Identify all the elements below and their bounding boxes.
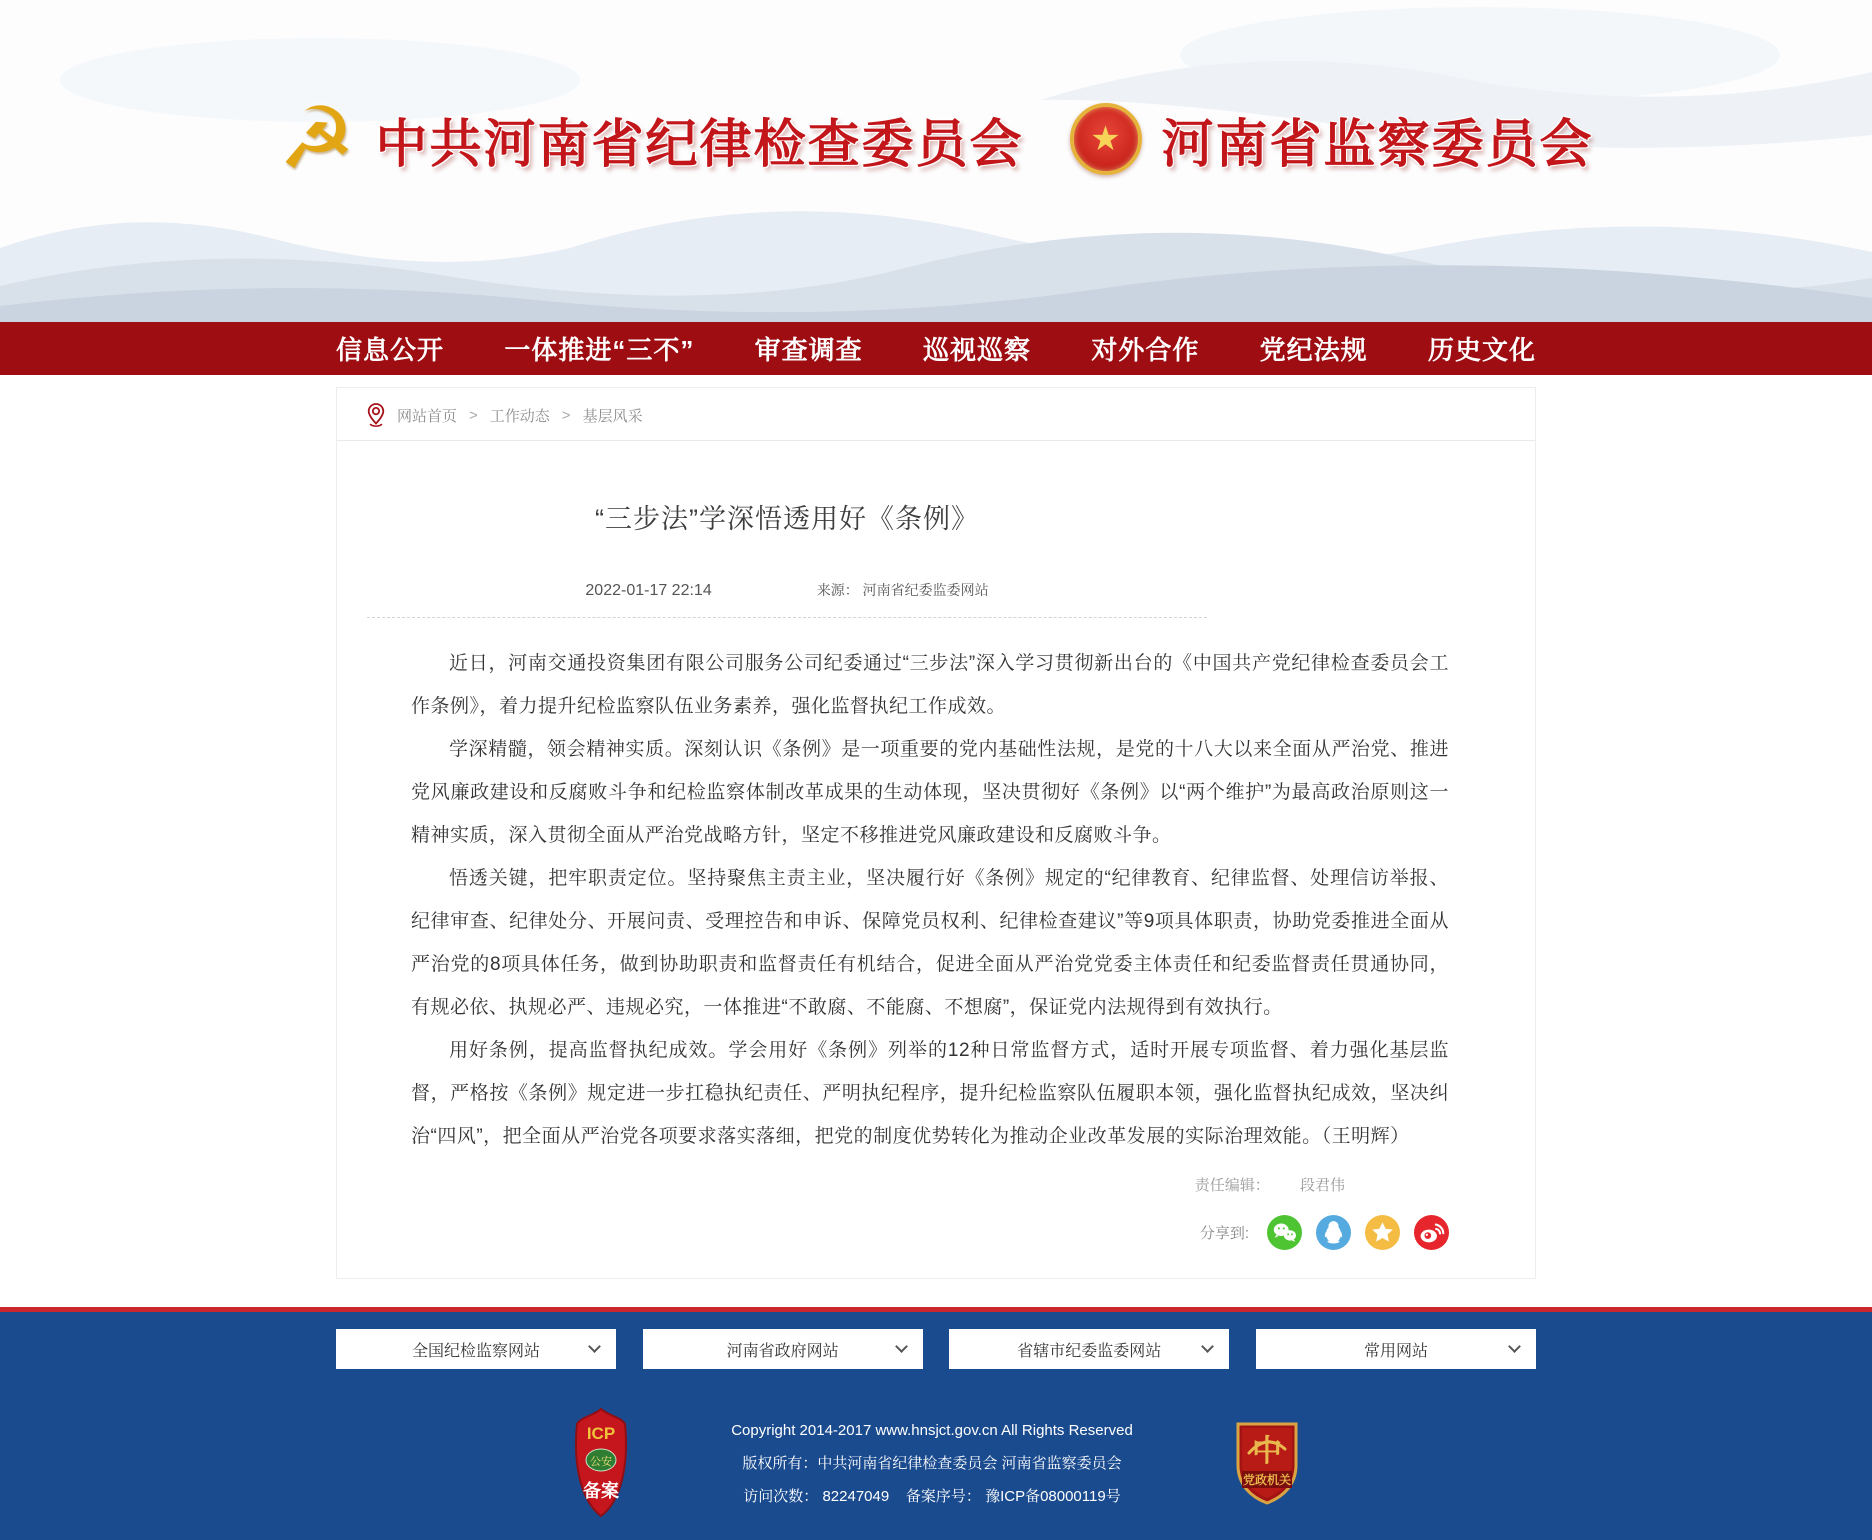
main-nav-bar	[0, 322, 1872, 375]
share-label: 分享到:	[1199, 1225, 1249, 1242]
breadcrumb-separator: >	[561, 406, 571, 424]
article-meta-row	[367, 580, 1207, 618]
weibo-share-icon[interactable]	[1414, 1215, 1449, 1250]
svg-text:中: 中	[1251, 1435, 1282, 1468]
party-gov-org-badge-icon[interactable]	[1233, 1419, 1301, 1507]
icp-badge-bottom-text: 备案	[583, 1481, 620, 1501]
chevron-down-icon	[588, 1340, 601, 1353]
article-body	[337, 618, 1535, 1158]
nav-item-external-cooperation[interactable]: 对外合作	[1091, 335, 1200, 365]
icp-filing-badge-icon[interactable]	[571, 1407, 631, 1519]
select-common-sites[interactable]	[1256, 1329, 1536, 1369]
main-nav	[336, 322, 1536, 375]
share-row	[337, 1215, 1535, 1250]
select-label: 常用网站	[1363, 1342, 1428, 1360]
nav-item-review-investigation[interactable]: 审查调查	[754, 335, 863, 365]
footer-bottom-row	[0, 1407, 1872, 1519]
icp-badge-mid-text: 公安	[590, 1456, 613, 1468]
visits-label: 访问次数：	[743, 1487, 819, 1505]
article-paragraph: 用好条例，提高监督执纪成效。学会用好《条例》列举的12种日常监督方式，适时开展专项监督、着力强化基层监督，严格按《条例》规定进一步扛稳执纪责任、严明执纪程序，提升纪检监察队伍履职本领，强化监督执纪成效，坚决纠治“四风”，把全面从严治党各项要求落实落细，把党的制度优势转化为推动企业改革发展的实际治理效能。（王明辉）	[411, 1040, 1449, 1147]
visits-line	[731, 1480, 1133, 1513]
org-title-2: 河南省监察委员会	[1161, 115, 1594, 174]
rights-line: 版权所有：中共河南省纪律检查委员会 河南省监察委员会	[742, 1454, 1122, 1472]
party-emblem-icon: ☭	[278, 91, 356, 187]
chevron-down-icon	[1201, 1340, 1214, 1353]
article-source-label: 来源：	[816, 582, 859, 598]
site-header	[0, 0, 1872, 322]
record-label: 备案序号：	[905, 1487, 981, 1505]
editor-row	[337, 1174, 1535, 1195]
brand-discipline-commission	[278, 91, 1024, 187]
breadcrumb-current: 基层风采	[582, 407, 643, 425]
select-city-commission-sites[interactable]	[949, 1329, 1229, 1369]
nav-item-three-nos[interactable]: 一体推进“三不”	[504, 335, 695, 365]
article-source-name: 河南省纪委监委网站	[862, 582, 989, 598]
select-label: 全国纪检监察网站	[411, 1342, 540, 1360]
record-number: 豫ICP备08000119号	[985, 1487, 1121, 1505]
article-title: “三步法”学深悟透用好《条例》	[595, 504, 979, 534]
site-footer	[0, 1312, 1872, 1540]
breadcrumb-separator: >	[469, 406, 478, 424]
article-title-area	[367, 497, 1207, 618]
editor-name: 段君伟	[1299, 1177, 1345, 1194]
article-paragraph: 悟透关键，把牢职责定位。坚持聚焦主责主业，坚决履行好《条例》规定的“纪律教育、纪律监督、处理信访举报、纪律审查、纪律处分、开展问责、受理控告和申诉、保障党员权利、纪律检查建议”等9项具体职责，协助党委推进全面从严治党的8项具体任务，做到协助职责和监督责任有机结合，促进全面从严治党党委主体责任和纪委监督责任贯通协同，有规必依、执规必严、违规必究，一体推进“不敢腐、不能腐、不想腐”，保证党内法规得到有效执行。	[411, 868, 1449, 1018]
nav-item-party-regulations[interactable]: 党纪法规	[1259, 335, 1368, 365]
national-emblem-icon: ★	[1070, 103, 1142, 175]
breadcrumb-home[interactable]: 网站首页	[397, 407, 458, 425]
copyright-line: Copyright 2014-2017 www.hnsjct.gov.cn All Rights Reserved	[731, 1421, 1133, 1439]
qq-share-icon[interactable]	[1316, 1215, 1351, 1250]
nav-item-information[interactable]: 信息公开	[336, 335, 445, 365]
article-paragraph: 学深精髓，领会精神实质。深刻认识《条例》是一项重要的党内基础性法规，是党的十八大以来全面从严治党、推进党风廉政建设和反腐败斗争和纪检监察体制改革成果的生动体现，坚决贯彻好《条例》以“两个维护”为最高政治原则这一精神实质，深入贯彻全面从严治党战略方针，坚定不移推进党风廉政建设和反腐败斗争。	[411, 739, 1449, 846]
select-henan-gov-sites[interactable]	[643, 1329, 923, 1369]
breadcrumb	[337, 388, 1535, 441]
content-card	[336, 387, 1536, 1279]
location-pin-icon	[367, 403, 385, 427]
breadcrumb-section[interactable]: 工作动态	[489, 407, 550, 425]
visits-count: 82247049	[822, 1487, 890, 1505]
nav-item-inspection[interactable]: 巡视巡察	[922, 335, 1031, 365]
article-date: 2022-01-17 22:14	[585, 582, 712, 599]
footer-link-selects	[336, 1329, 1536, 1369]
brand-row	[0, 91, 1872, 187]
icp-badge-top-text: ICP	[587, 1424, 616, 1443]
article-source	[817, 580, 989, 600]
wechat-share-icon[interactable]	[1267, 1215, 1302, 1250]
qzone-share-icon[interactable]	[1365, 1215, 1400, 1250]
article-paragraph: 近日，河南交通投资集团有限公司服务公司纪委通过“三步法”深入学习贯彻新出台的《中国共产党纪律检查委员会工作条例》，着力提升纪检监察队伍业务素养，强化监督执纪工作成效。	[411, 653, 1449, 717]
chevron-down-icon	[895, 1340, 908, 1353]
gov-badge-text: 党政机关	[1242, 1473, 1291, 1487]
org-title-1: 中共河南省纪律检查委员会	[375, 115, 1024, 174]
chevron-down-icon	[1508, 1340, 1521, 1353]
select-label: 省辖市纪委监委网站	[1017, 1342, 1162, 1360]
select-national-discipline-sites[interactable]	[336, 1329, 616, 1369]
editor-label: 责任编辑：	[1194, 1177, 1270, 1194]
select-label: 河南省政府网站	[726, 1342, 839, 1360]
copyright-block	[731, 1414, 1133, 1513]
nav-item-history-culture[interactable]: 历史文化	[1427, 335, 1536, 365]
brand-supervisory-commission	[1070, 102, 1594, 177]
